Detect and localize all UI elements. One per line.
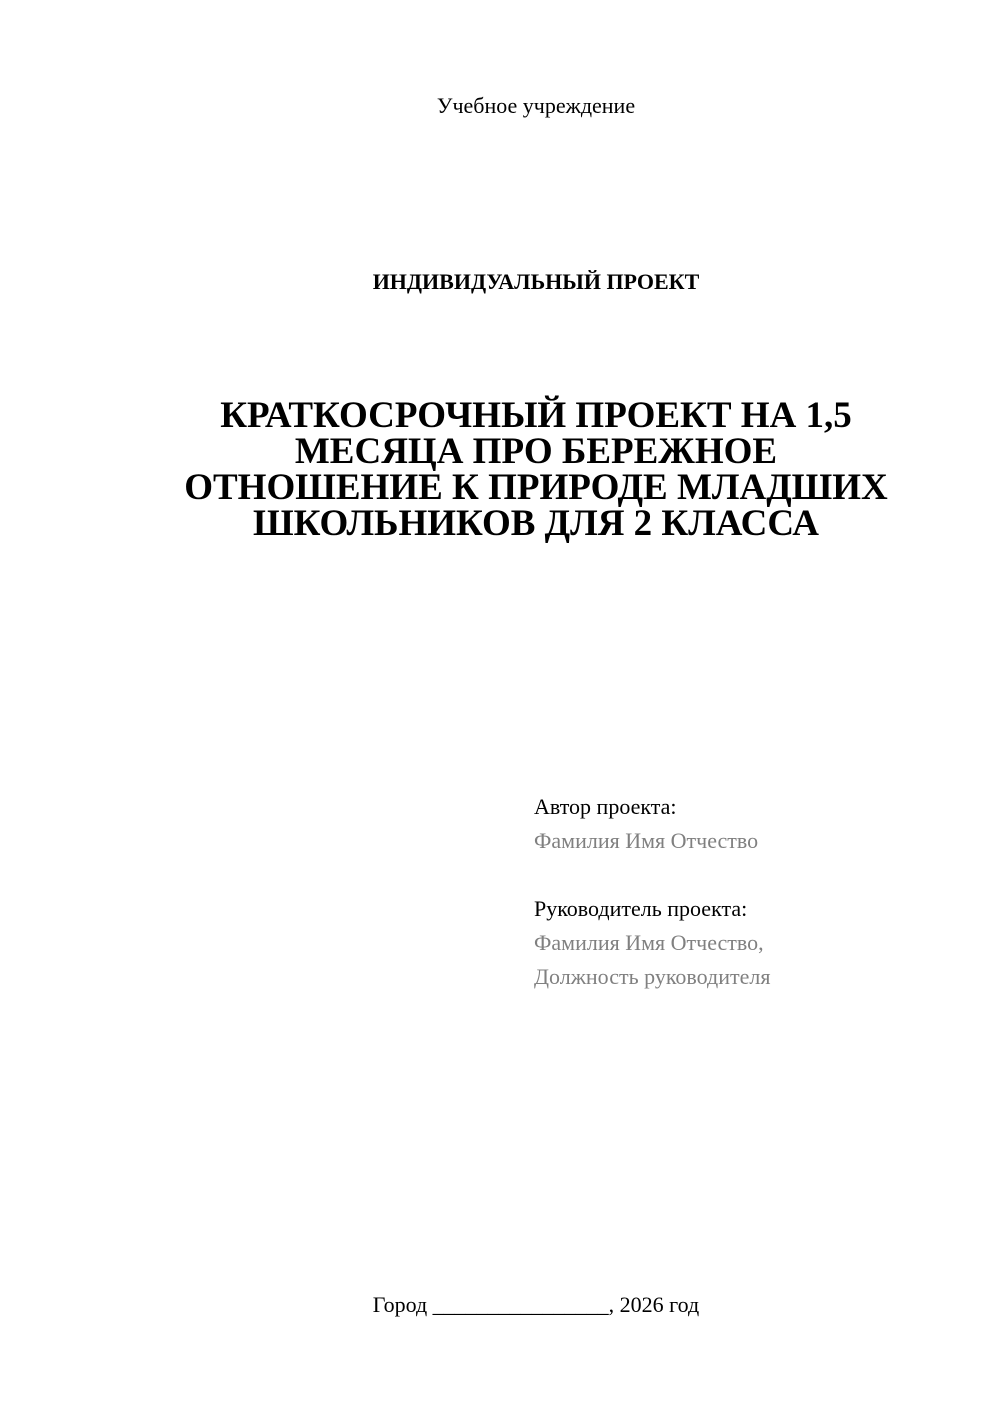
project-title-line: МЕСЯЦА ПРО БЕРЕЖНОЕ	[294, 431, 778, 472]
city-year-line: Город ________________, 2026 год	[372, 1292, 700, 1317]
supervisor-label: Руководитель проекта:	[534, 896, 748, 921]
supervisor-position: Должность руководителя	[534, 964, 771, 989]
project-title	[150, 395, 922, 544]
author-label: Автор проекта:	[534, 794, 677, 819]
project-title-line: КРАТКОСРОЧНЫЙ ПРОЕКТ НА 1,5	[220, 395, 852, 436]
supervisor-name: Фамилия Имя Отчество,	[534, 930, 764, 955]
project-title-line: ШКОЛЬНИКОВ ДЛЯ 2 КЛАССА	[252, 503, 820, 544]
credits-block	[534, 790, 974, 994]
document-type: ИНДИВИДУАЛЬНЫЙ ПРОЕКТ	[372, 269, 700, 294]
author-name: Фамилия Имя Отчество	[534, 828, 759, 853]
institution-name: Учебное учреждение	[436, 93, 636, 118]
credits-spacer	[534, 858, 974, 892]
project-title-line: ОТНОШЕНИЕ К ПРИРОДЕ МЛАДШИХ	[184, 467, 888, 508]
